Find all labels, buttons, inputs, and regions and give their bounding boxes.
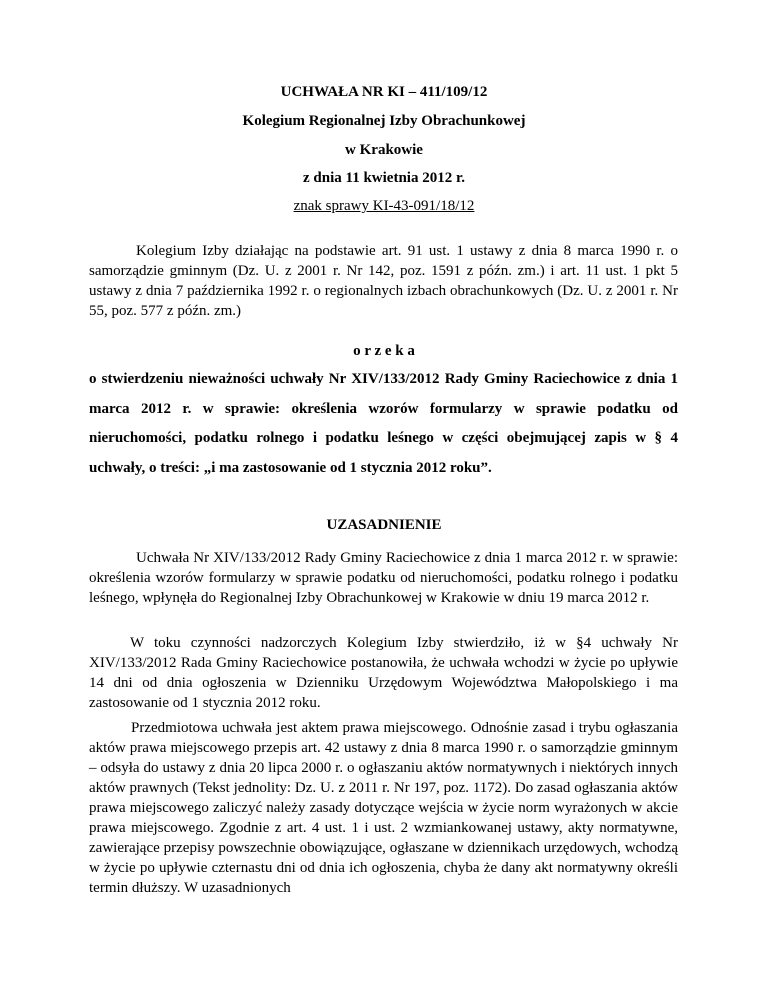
case-reference: znak sprawy KI-43-091/18/12 — [293, 198, 475, 214]
resolution-date: z dnia 11 kwietnia 2012 r. — [303, 170, 465, 186]
justification-heading: UZASADNIENIE — [326, 517, 442, 533]
justification-paragraph-1: Uchwała Nr XIV/133/2012 Rady Gminy Raciechowice z dnia 1 marca 2012 r. w sprawie: określenia wzorów formularzy w sprawie podatku od nieruchomości, podatku rolnego i podatku leśnego, wpłynęła do Regionalnej Izby Obrachunkowej w Krakowie w dniu 19 marca 2012 r. — [89, 550, 678, 606]
resolution-title: UCHWAŁA NR KI – 411/109/12 — [280, 84, 488, 100]
ruling-heading: o r z e k a — [353, 343, 415, 359]
justification-paragraph-2: W toku czynności nadzorczych Kolegium Izby stwierdziło, iż w §4 uchwały Nr XIV/133/2012 Rada Gminy Raciechowice postanowiła, że uchwała wchodzi w życie po upływie 14 dni od dnia ogłoszenia w Dzienniku Urzędowym Województwa Małopolskiego i ma zastosowanie od 1 stycznia 2012 roku. — [89, 635, 678, 711]
decision-paragraph: o stwierdzeniu nieważności uchwały Nr XIV/133/2012 Rady Gminy Raciechowice z dnia 1 marca 2012 r. w sprawie: określenia wzorów formularzy w sprawie podatku od nieruchomości, podatku rolnego i podatku leśnego w części obejmującej zapis w § 4 uchwały, o treści: „i ma zastosowanie od 1 stycznia 2012 roku”. — [89, 371, 678, 476]
issuing-city: w Krakowie — [345, 142, 423, 158]
justification-paragraph-3: Przedmiotowa uchwała jest aktem prawa miejscowego. Odnośnie zasad i trybu ogłaszania aktów prawa miejscowego przepis art. 42 ustawy z dnia 8 marca 1990 r. o samorządzie gminnym – odsyła do ustawy z dnia 20 lipca 2000 r. o ogłaszaniu aktów normatywnych i niektórych innych aktów prawnych (Tekst jednolity: Dz. U. z 2011 r. Nr 197, poz. 1172). Do zasad ogłaszania aktów prawa miejscowego zaliczyć należy zasady dotyczące wejścia w życie norm wyrażonych w akcie prawa miejscowego. Zgodnie z art. 4 ust. 1 i ust. 2 wzmiankowanej ustawy, akty normatywne, zawierające przepisy powszechnie obowiązujące, ogłaszane w dziennikach urzędowych, wchodzą w życie po upływie czternastu dni od dnia ich ogłoszenia, chyba że dany akt normatywny określi termin dłuższy. W uzasadnionych — [89, 720, 678, 896]
issuing-body: Kolegium Regionalnej Izby Obrachunkowej — [242, 113, 526, 129]
intro-paragraph: Kolegium Izby działając na podstawie art. 91 ust. 1 ustawy z dnia 8 marca 1990 r. o samorządzie gminnym (Dz. U. z 2001 r. Nr 142, poz. 1591 z późn. zm.) i art. 11 ust. 1 pkt 5 ustawy z dnia 7 października 1992 r. o regionalnych izbach obrachunkowych (Dz. U. z 2001 r. Nr 55, poz. 577 z późn. zm.) — [89, 243, 678, 319]
